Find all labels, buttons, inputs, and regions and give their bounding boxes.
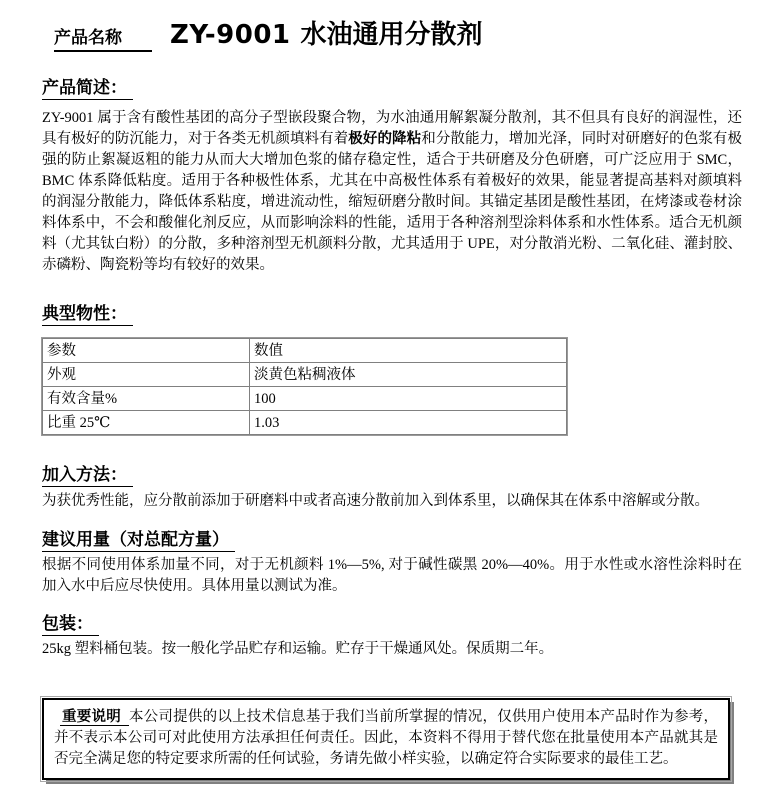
packaging-paragraph: 25kg 塑料桶包装。按一般化学品贮存和运输。贮存于干燥通风处。保质期二年。 — [42, 641, 554, 657]
packaging-heading: 包装： — [42, 614, 99, 636]
method-heading: 加入方法： — [42, 465, 133, 487]
notice-text: 本公司提供的以上技术信息基于我们当前所掌握的情况，仅供用户使用本产品时作为参考，并不表示本公司可对此使用方法承担任何责任。因此，本资料不得用于替代您在批量使用本产品就其是否完全满足您的特定要求所需的任何试验，务请先做小样实验，以确定符合实际要求的最佳工艺。 — [54, 709, 719, 767]
dosage-paragraph: 根据不同使用体系加量不同，对于无机颜料 1%—5%, 对于碱性碳黑 20%—40%。用于水性或水溶性涂料时在加入水中后应尽快使用。具体用量以测试为准。 — [42, 557, 742, 594]
table-header-row — [43, 339, 567, 363]
overview-text-after: 和分散能力，增加光泽，同时对研磨好的色浆有极强的防止絮凝返粗的能力从而大大增加色浆的储存稳定性，适合于共研磨及分色研磨，可广泛应用于 SMC，BMC 体系降低粘度。适用于各种极性体系，尤其在中高极性体系有着极好的效果，能显著提高基料对颜填料的润湿分散能力，降低体系粘度，增进流动性，缩短研磨分散时间。其锚定基团是酸性基团，在烤漆或卷材涂料体系中，不会和酸催化剂反应，从而影响涂料的性能，适用于各种溶剂型涂料体系和水性体系。适合无机颜料（尤其钛白粉）的分散，多种溶剂型无机颜料分散，尤其适用于 UPE，对分散消光粉、二氧化硅、灌封胶、赤磷粉、陶瓷粉等均有较好的效果。 — [42, 131, 743, 273]
table-row — [43, 387, 567, 411]
overview-text-before: ZY-9001 属于含有酸性基团的高分子型嵌段聚合物，为水油通用解絮凝分散剂，其不但具有良好的润湿性，还具有极好的防沉能力，对于各类无机颜填料有着 — [42, 110, 742, 147]
table-cell-param: 外观 — [43, 363, 250, 387]
table-header-value: 数值 — [250, 339, 567, 363]
table-row — [43, 411, 567, 435]
overview-text-bold: 极好的降粘 — [348, 131, 422, 147]
method-paragraph: 为获优秀性能，应分散前添加于研磨料中或者高速分散前加入到体系里，以确保其在体系中溶解或分散。 — [42, 493, 709, 509]
table-row — [43, 363, 567, 387]
table-cell-param: 有效含量% — [43, 387, 250, 411]
dosage-heading: 建议用量（对总配方量） — [42, 530, 235, 552]
packaging-heading-row — [42, 614, 742, 636]
section-dosage — [42, 530, 742, 597]
overview-heading: 产品简述： — [42, 78, 133, 100]
notice-label: 重要说明 — [60, 709, 129, 726]
document-title — [54, 14, 742, 52]
properties-heading-row — [42, 304, 742, 326]
table-cell-param: 比重 25℃ — [43, 411, 250, 435]
important-notice-box — [42, 698, 730, 780]
product-name-label: 产品名称 — [54, 23, 152, 52]
method-heading-row — [42, 465, 742, 487]
dosage-heading-row — [42, 530, 742, 552]
table-cell-value: 淡黄色粘稠液体 — [250, 363, 567, 387]
table-cell-value: 100 — [250, 387, 567, 411]
table-cell-value: 1.03 — [250, 411, 567, 435]
properties-table — [42, 338, 567, 435]
overview-heading-row — [42, 78, 742, 100]
notice-content — [44, 700, 728, 778]
product-title: 水油通用分散剂 — [300, 20, 483, 49]
section-properties — [42, 304, 742, 435]
section-packaging — [42, 614, 742, 660]
section-overview — [42, 78, 742, 276]
section-method — [42, 465, 742, 512]
table-header-param: 参数 — [43, 339, 250, 363]
product-code: ZY-9001 — [170, 20, 291, 50]
overview-paragraph — [42, 108, 742, 276]
properties-heading: 典型物性： — [42, 304, 133, 326]
